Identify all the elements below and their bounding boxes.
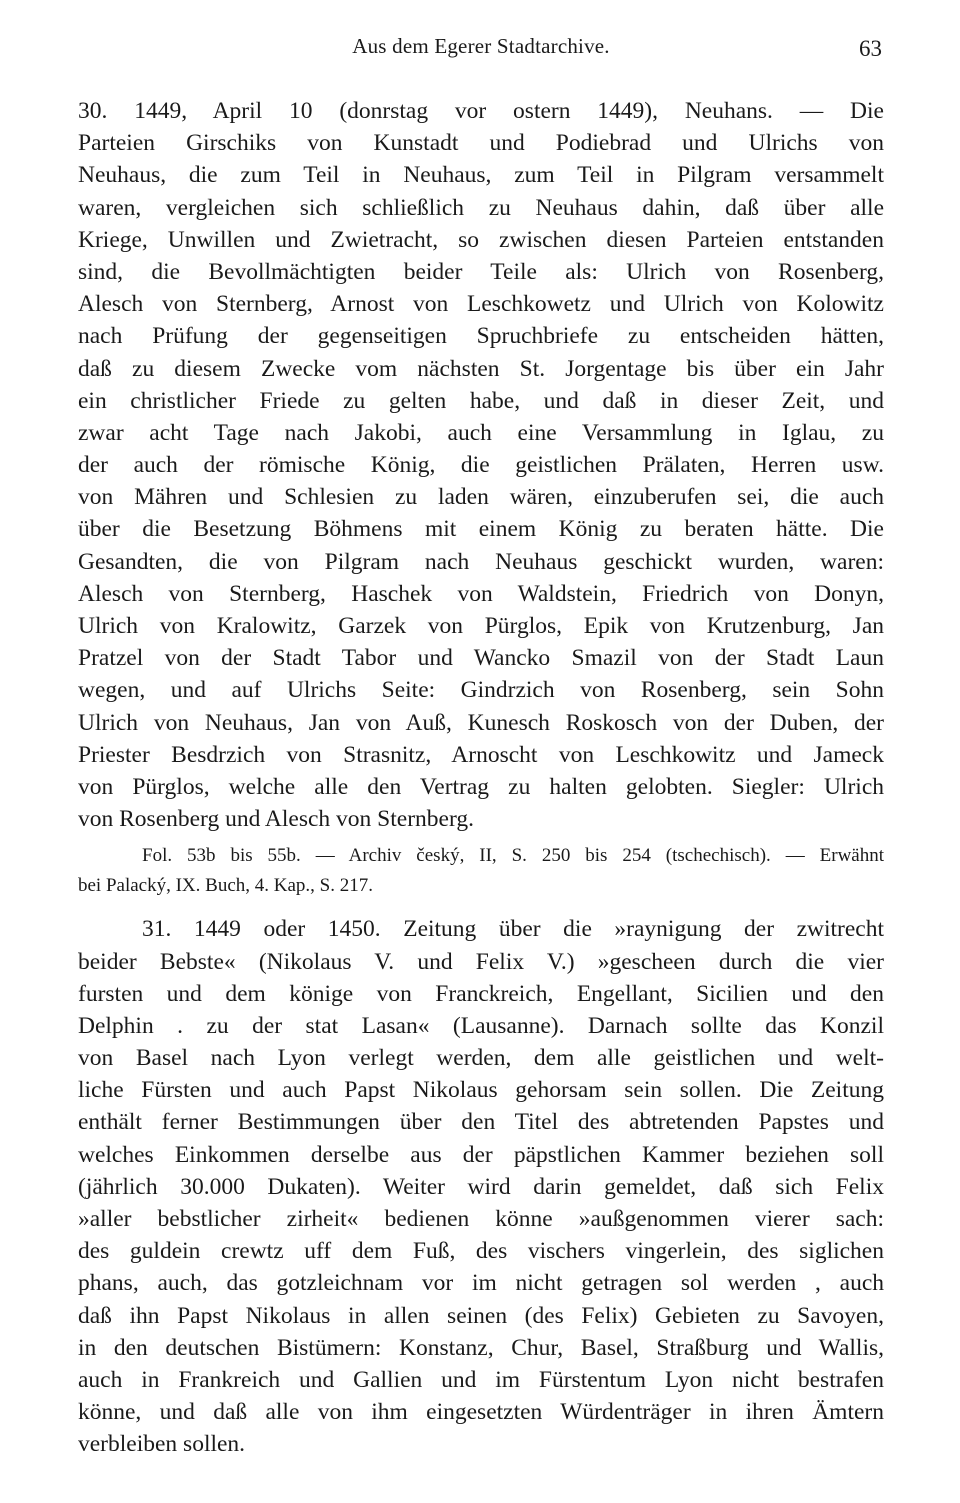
entry-31-line-6: liche Fürsten und auch Papst Nikolaus gehorsam sein sollen. Die Zeitung [78, 1077, 884, 1104]
entry-30-line-23: von Rosenberg und Alesch von Sternberg. [78, 806, 474, 833]
running-head [78, 34, 884, 64]
entry-31-line-16: könne, und daß alle von ihm eingesetzten Würdenträger in ihren Ämtern [78, 1399, 884, 1426]
entry-30 [78, 95, 884, 901]
source-note-line-2: bei Palacký, IX. Buch, 4. Kap., S. 217. [78, 875, 373, 897]
entry-30-line-17: Ulrich von Kralowitz, Garzek von Pürglos, Epik von Krutzenburg, Jan [78, 613, 884, 639]
entry-30-line-18: Pratzel von der Stadt Tabor und Wancko Smazil von der Stadt Laun [78, 645, 884, 672]
entry-31-line-8: welches Einkommen derselbe aus der päpstlichen Kammer beziehen soll [78, 1141, 884, 1168]
entry-31-line-15: auch in Frankreich und Gallien und im Fürstentum Lyon nicht bestrafen [78, 1366, 884, 1393]
entry-31-line-11: des guldein crewtz uff dem Fuß, des vischers vingerlein, des siglichen [78, 1238, 884, 1265]
entry-30-line-21: Priester Besdrzich von Strasnitz, Arnoscht von Leschkowitz und Jameck [78, 741, 884, 768]
entry-30-line-5: Kriege, Unwillen und Zwietracht, so zwischen diesen Parteien entstanden [78, 226, 884, 253]
entry-30-line-20: Ulrich von Neuhaus, Jan von Auß, Kunesch Roskosch von der Duben, der [78, 709, 884, 736]
entry-30-line-15: Gesandten, die von Pilgram nach Neuhaus geschickt wurden, waren: [78, 548, 884, 575]
entry-31 [78, 913, 884, 1460]
body-text [78, 95, 884, 1461]
entry-31-line-17: verbleiben sollen. [78, 1431, 246, 1458]
entry-30-line-6: sind, die Bevollmächtigten beider Teile als: Ulrich von Rosenberg, [78, 258, 884, 285]
entry-30-line-10: ein christlicher Friede zu gelten habe, und daß in dieser Zeit, und [78, 387, 884, 414]
entry-30-line-7: Alesch von Sternberg, Arnost von Leschkowetz und Ulrich von Kolowitz [78, 291, 884, 318]
entry-30-line-4: waren, vergleichen sich schließlich zu Neuhaus dahin, daß über alle [78, 194, 884, 221]
entry-30-line-9: daß zu diesem Zwecke vom nächsten St. Jorgentage bis über ein Jahr [78, 355, 884, 382]
running-title: Aus dem Egerer Stadtarchive. [352, 34, 610, 58]
entry-30-line-11: zwar acht Tage nach Jakobi, auch eine Versammlung in Iglau, zu [78, 419, 884, 446]
entry-30-line-16: Alesch von Sternberg, Haschek von Waldstein, Friedrich von Donyn, [78, 580, 884, 607]
entry-31-line-9: (jährlich 30.000 Dukaten). Weiter wird darin gemeldet, daß sich Felix [78, 1173, 884, 1200]
entry-30-line-19: wegen, und auf Ulrichs Seite: Gindrzich von Rosenberg, sein Sohn [78, 677, 884, 704]
entry-31-line-5: von Basel nach Lyon verlegt werden, dem alle geistlichen und welt- [78, 1045, 884, 1072]
entry-31-line-1: 31. 1449 oder 1450. Zeitung über die »raynigung der zwitrecht [142, 916, 884, 943]
entry-31-line-4: Delphin . zu der stat Lasan« (Lausanne). Darnach sollte das Konzil [78, 1012, 884, 1039]
page-number: 63 [859, 36, 882, 61]
entry-30-line-13: von Mähren und Schlesien zu laden wären, einzuberufen sei, die auch [78, 484, 884, 511]
entry-31-line-3: fursten und dem könige von Franckreich, Engellant, Sicilien und den [78, 980, 884, 1007]
entry-30-line-8: nach Prüfung der gegenseitigen Spruchbriefe zu entscheiden hätten, [78, 323, 884, 350]
entry-30-line-14: über die Besetzung Böhmens mit einem König zu beraten hätte. Die [78, 516, 884, 543]
entry-30-line-12: der auch der römische König, die geistlichen Prälaten, Herren usw. [78, 452, 884, 479]
entry-30-line-2: Parteien Girschiks von Kunstadt und Podiebrad und Ulrichs von [78, 130, 884, 157]
entry-30-source-note [78, 841, 884, 901]
entry-31-line-12: phans, auch, das gotzleichnam vor im nicht getragen sol werden , auch [78, 1270, 884, 1297]
entry-31-line-2: beider Bebste« (Nikolaus V. und Felix V.) »gescheen durch die vier [78, 948, 884, 975]
source-note-line-1: Fol. 53b bis 55b. — Archiv český, II, S. 250 bis 254 (tschechisch). — Erwähnt [142, 845, 884, 867]
entry-30-line-1: 30. 1449, April 10 (donrstag vor ostern 1449), Neuhans. — Die [78, 98, 884, 124]
entry-31-line-10: »aller bebstlicher zirheit« bedienen könne »außgenommen vierer sach: [78, 1206, 884, 1232]
entry-30-line-22: von Pürglos, welche alle den Vertrag zu halten gelobten. Siegler: Ulrich [78, 773, 884, 800]
entry-31-line-13: daß ihn Papst Nikolaus in allen seinen (des Felix) Gebieten zu Savoyen, [78, 1302, 884, 1329]
entry-31-line-7: enthält ferner Bestimmungen über den Titel des abtretenden Papstes und [78, 1109, 884, 1136]
entry-31-line-14: in den deutschen Bistümern: Konstanz, Chur, Basel, Straßburg und Wallis, [78, 1334, 884, 1361]
entry-30-line-3: Neuhaus, die zum Teil in Neuhaus, zum Teil in Pilgram versammelt [78, 162, 884, 189]
